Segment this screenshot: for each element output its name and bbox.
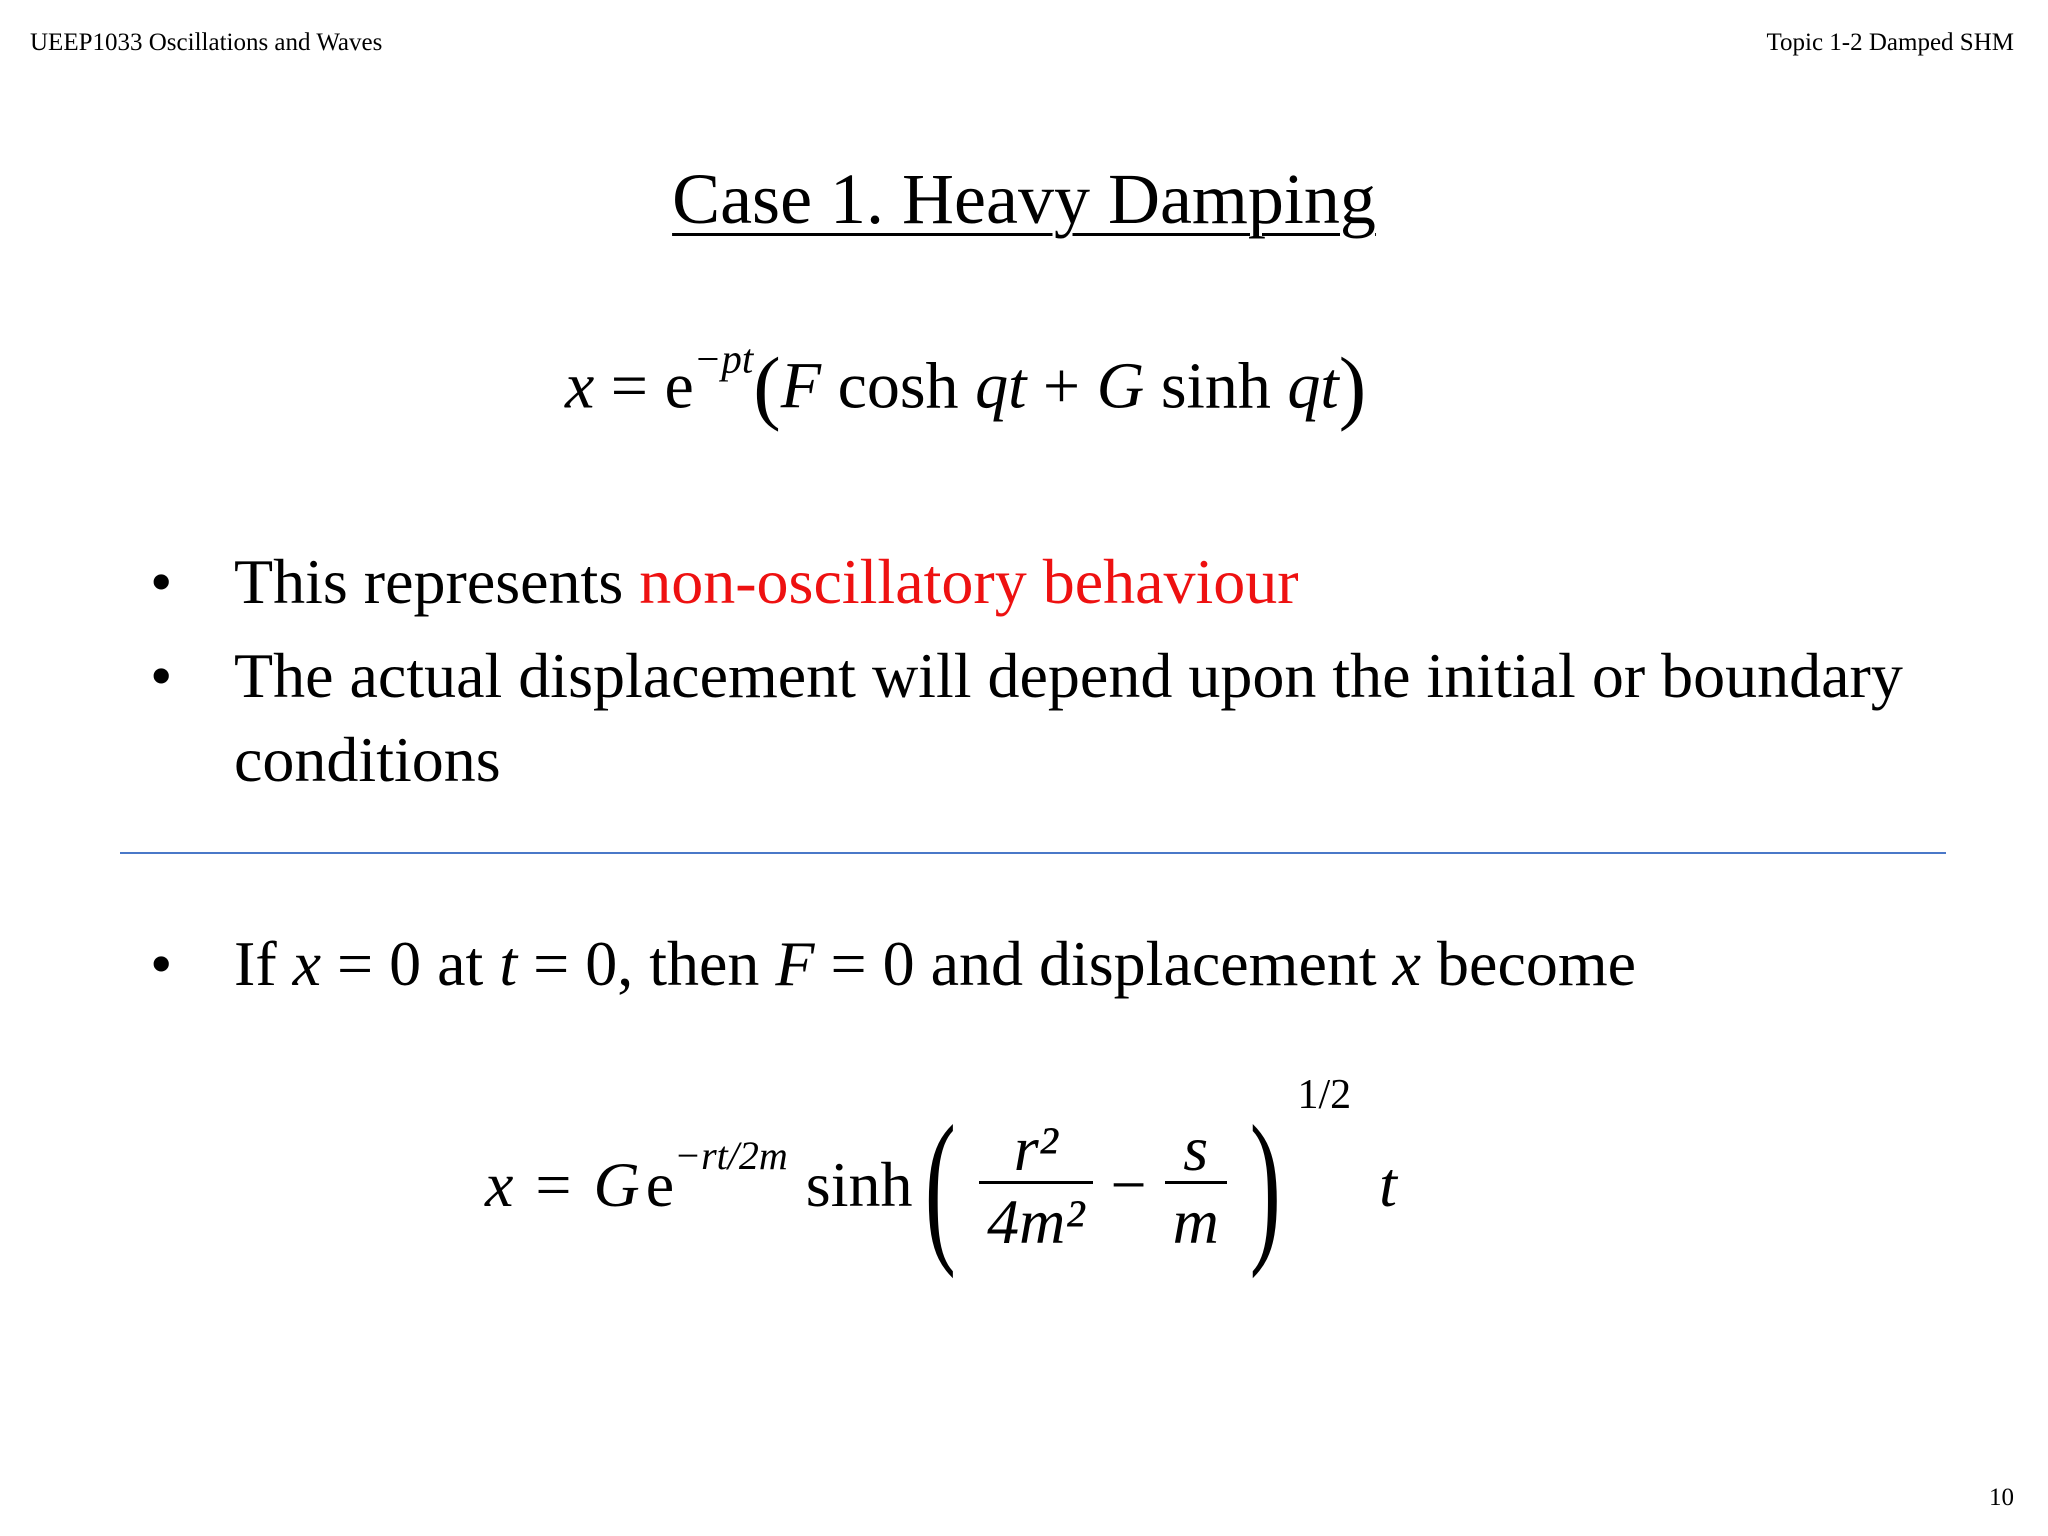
eq1-qt2: qt <box>1287 349 1339 423</box>
eq2-e: e <box>645 1149 675 1220</box>
eq2-equals: = <box>535 1149 572 1220</box>
eq2-den1: 4m² <box>979 1181 1092 1254</box>
b3-p4: = 0 and displacement <box>814 928 1393 999</box>
course-header: UEEP1033 Oscillations and Waves <box>30 29 383 56</box>
equation-general-solution <box>565 336 1367 432</box>
bullet-non-oscillatory <box>150 540 1950 624</box>
section-divider <box>120 852 1946 854</box>
b3-t: t <box>499 928 518 999</box>
eq2-G: G <box>593 1149 640 1220</box>
bullet-initial-condition <box>150 922 1950 1006</box>
bullet1-text: This represents <box>234 546 640 617</box>
page-number: 10 <box>1989 1484 2014 1511</box>
eq1-cosh: cosh <box>837 349 959 423</box>
eq2-open-paren: ( <box>925 1091 957 1279</box>
eq1-qt1: qt <box>975 349 1027 423</box>
bullet-boundary-conditions <box>150 634 1950 802</box>
eq1-F: F <box>780 349 822 423</box>
bullet1-highlight: non-oscillatory behaviour <box>639 546 1299 617</box>
eq1-e: e <box>664 349 694 423</box>
eq2-fraction-r <box>979 1112 1092 1257</box>
b3-x1: x <box>292 928 322 999</box>
eq2-lhs: x <box>485 1149 514 1220</box>
eq2-outer-exponent: 1/2 <box>1297 1072 1352 1118</box>
slide-title <box>0 160 2048 239</box>
eq2-fraction-s <box>1165 1112 1227 1257</box>
eq1-open-paren: ( <box>753 340 781 432</box>
eq1-lhs: x <box>565 349 595 423</box>
equation-displacement <box>485 1072 1397 1285</box>
eq2-minus: − <box>1110 1149 1147 1220</box>
bullet2-text: The actual displacement will depend upon the initial or boundary conditions <box>234 640 1903 795</box>
slide-title-text: Case 1. Heavy Damping <box>672 159 1376 239</box>
eq2-num1: r² <box>1013 1112 1058 1184</box>
bullet-list-2 <box>150 922 1950 1016</box>
b3-p5: become <box>1421 928 1637 999</box>
eq1-sinh: sinh <box>1160 349 1271 423</box>
topic-header: Topic 1-2 Damped SHM <box>1766 29 2014 56</box>
b3-x2: x <box>1392 928 1422 999</box>
eq2-close-paren: ) <box>1249 1091 1281 1279</box>
b3-F: F <box>775 928 815 999</box>
b3-p2: = 0 at <box>321 928 500 999</box>
eq2-sinh: sinh <box>805 1149 913 1220</box>
eq2-den2: m <box>1165 1181 1227 1254</box>
eq1-G: G <box>1096 349 1145 423</box>
b3-p1: If <box>234 928 293 999</box>
eq1-exponent: −pt <box>693 336 754 382</box>
eq2-t: t <box>1379 1149 1397 1220</box>
eq1-close-paren: ) <box>1338 340 1367 432</box>
eq1-plus: + <box>1042 349 1081 423</box>
bullet-list <box>150 540 1950 812</box>
eq1-equals: = <box>610 349 649 423</box>
eq2-exponent: −rt/2m <box>674 1132 788 1178</box>
eq2-num2: s <box>1183 1112 1209 1184</box>
b3-p3: = 0, then <box>517 928 776 999</box>
